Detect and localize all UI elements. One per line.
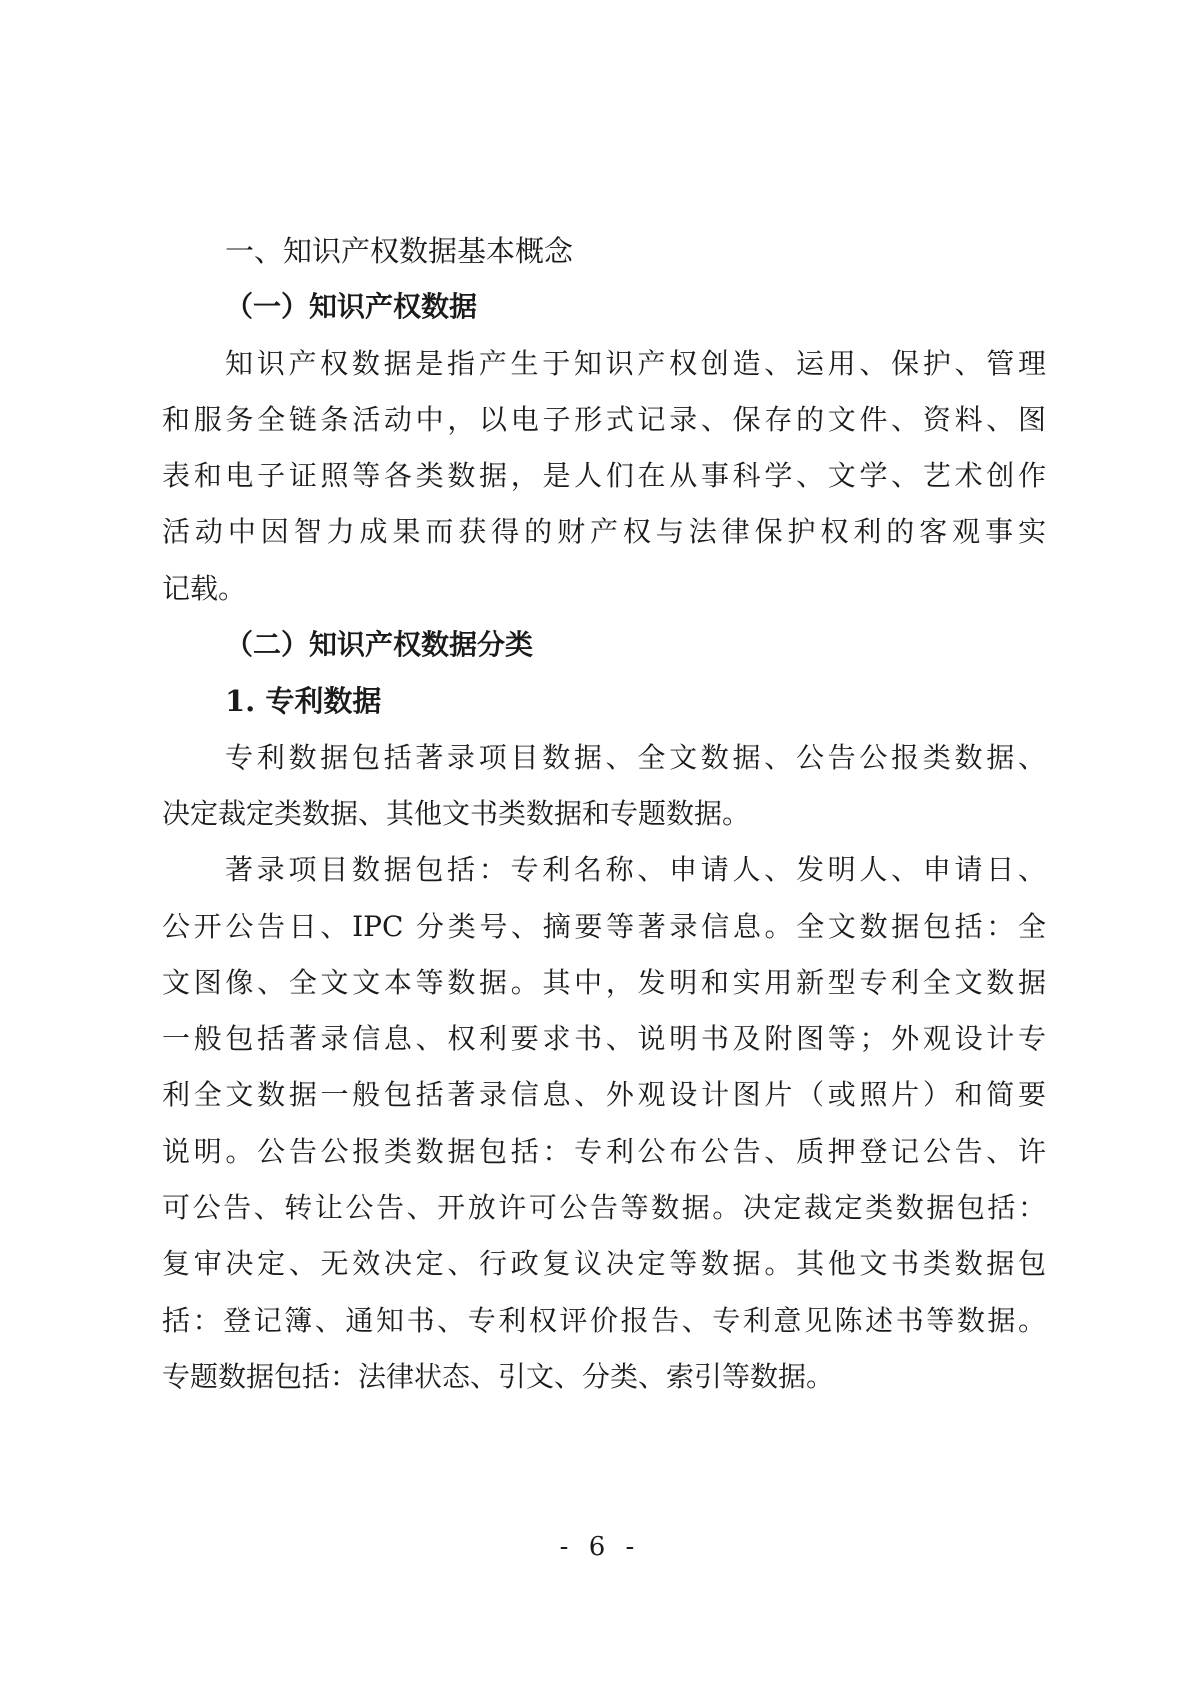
- text-line: 表和电子证照等各类数据，是人们在从事科学、文学、艺术创作: [162, 459, 1046, 493]
- text-line: 可公告、转让公告、开放许可公告等数据。决定裁定类数据包括：: [162, 1191, 1046, 1225]
- text-line: 活动中因智力成果而获得的财产权与法律保护权利的客观事实: [162, 515, 1046, 549]
- paragraph-ip-data-definition: [162, 336, 1046, 617]
- text-line: 和服务全链条活动中，以电子形式记录、保存的文件、资料、图: [162, 402, 1046, 436]
- paragraph-patent-data-overview: [162, 730, 1046, 843]
- text-line: 说明。公告公报类数据包括：专利公布公告、质押登记公告、许: [162, 1134, 1046, 1168]
- heading-level1: 一、知识产权数据基本概念: [225, 234, 574, 268]
- text-line: 括：登记簿、通知书、专利权评价报告、专利意见陈述书等数据。: [162, 1303, 1046, 1337]
- text-line: 文图像、全文文本等数据。其中，发明和实用新型专利全文数据: [162, 965, 1046, 999]
- text-line: 公开公告日、IPC 分类号、摘要等著录信息。全文数据包括：全: [162, 909, 1046, 943]
- document-body: [162, 223, 1046, 1405]
- text-line: 记载。: [162, 571, 247, 605]
- text-line: 专利数据包括著录项目数据、全文数据、公告公报类数据、: [225, 740, 1046, 774]
- page-number: - 6 -: [559, 1532, 641, 1562]
- text-line: 著录项目数据包括：专利名称、申请人、发明人、申请日、: [225, 853, 1046, 887]
- paragraph-patent-data-details: [162, 842, 1046, 1405]
- text-line: 知识产权数据是指产生于知识产权创造、运用、保护、管理: [225, 346, 1046, 380]
- section-title-ip-data: （一）知识产权数据: [225, 290, 478, 324]
- text-line: 复审决定、无效决定、行政复议决定等数据。其他文书类数据包: [162, 1247, 1046, 1281]
- text-line: 决定裁定类数据、其他文书类数据和专题数据。: [162, 796, 751, 830]
- text-line: 利全文数据一般包括著录信息、外观设计图片（或照片）和简要: [162, 1078, 1046, 1112]
- section-title-ip-classification: （二）知识产权数据分类: [225, 628, 534, 662]
- text-line: 一般包括著录信息、权利要求书、说明书及附图等；外观设计专: [162, 1022, 1046, 1056]
- text-line: 专题数据包括：法律状态、引文、分类、索引等数据。: [162, 1359, 835, 1393]
- subsection-title-patent-data: 1. 专利数据: [225, 684, 382, 719]
